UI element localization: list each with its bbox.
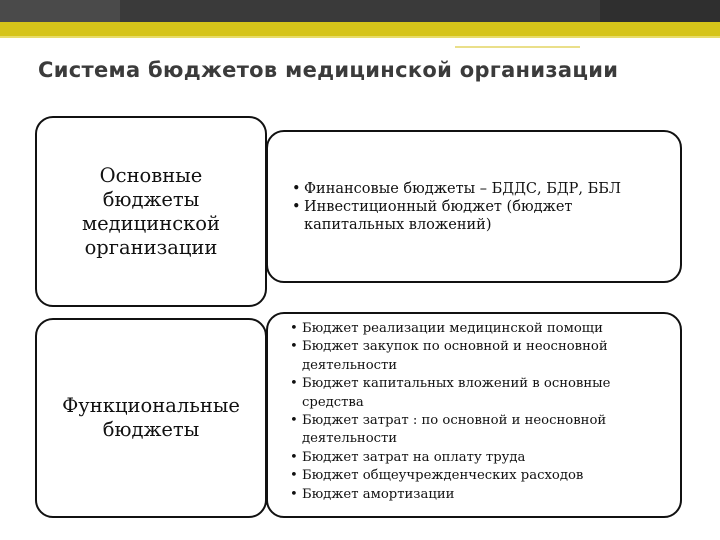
- list-item: • Бюджет реализации медицинской помощи: [290, 320, 672, 338]
- bullet-list: [292, 180, 670, 234]
- slide-title: Система бюджетов медицинской организации: [38, 58, 619, 82]
- items-box-functional-budgets: [266, 312, 682, 518]
- list-item: • Бюджет капитальных вложений в основные средства: [290, 375, 672, 412]
- bullet-list: [290, 320, 672, 504]
- category-box-main-budgets: [35, 116, 267, 307]
- list-item: • Бюджет затрат : по основной и неосновной деятельности: [290, 412, 672, 449]
- top-gold-line: [0, 36, 720, 38]
- list-item: • Бюджет общеучрежденческих расходов: [290, 467, 672, 485]
- list-item: • Бюджет закупок по основной и неосновной деятельности: [290, 338, 672, 375]
- list-item: • Бюджет затрат на оплату труда: [290, 449, 672, 467]
- category-box-functional-budgets: [35, 318, 267, 518]
- category-label: Функциональные бюджеты: [62, 394, 240, 441]
- list-item: • Финансовые бюджеты – БДДС, БДР, ББЛ: [292, 180, 670, 198]
- top-dark-bar-segment: [600, 0, 720, 22]
- category-label: Основные бюджеты медицинской организации: [81, 163, 221, 259]
- top-gold-bar: [0, 22, 720, 36]
- title-decoration-line: [455, 46, 580, 48]
- items-box-main-budgets: [266, 130, 682, 283]
- top-dark-bar-segment: [0, 0, 120, 22]
- list-item: • Инвестиционный бюджет (бюджет капитальных вложений): [292, 198, 670, 234]
- list-item: • Бюджет амортизации: [290, 486, 672, 504]
